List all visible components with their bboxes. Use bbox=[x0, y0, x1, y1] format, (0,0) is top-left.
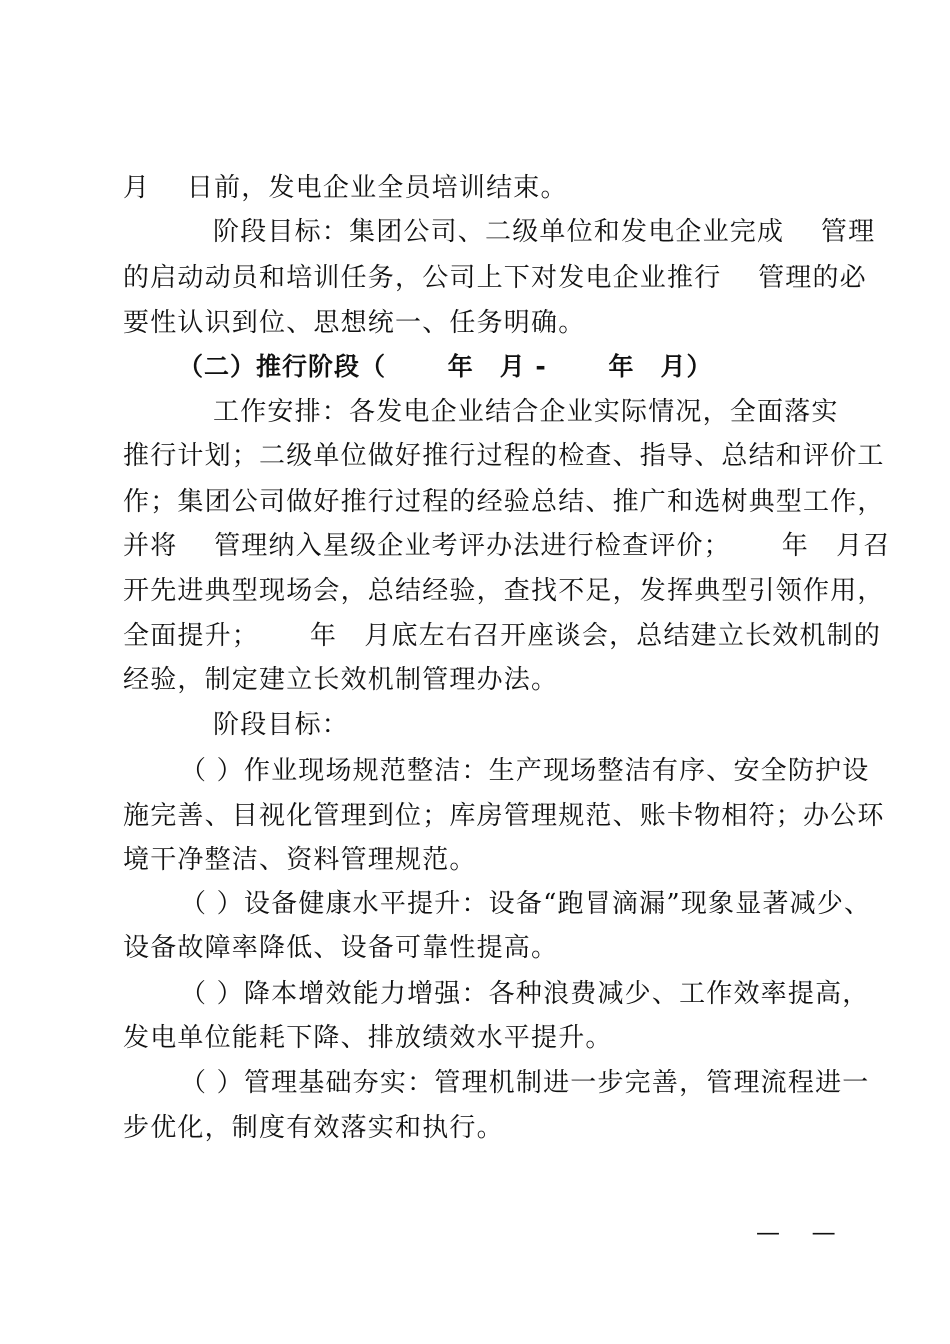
text-line: 要性认识到位、思想统一、任务明确。 bbox=[123, 308, 586, 338]
text-line: 工作安排：各发电企业结合企业实际情况，全面落实 bbox=[213, 397, 839, 427]
page-number-footer: — — bbox=[756, 1218, 836, 1246]
section-heading: （二）推行阶段（ 年 月 - 年 月） bbox=[178, 352, 713, 381]
text-line: 步优化，制度有效落实和执行。 bbox=[123, 1113, 504, 1143]
text-line: 开先进典型现场会，总结经验，查找不足，发挥典型引领作用， bbox=[123, 576, 885, 606]
text-line: 作；集团公司做好推行过程的经验总结、推广和选树典型工作， bbox=[123, 487, 885, 517]
text-line: 的启动动员和培训任务，公司上下对发电企业推行 管理的必 bbox=[123, 263, 867, 293]
text-line: 全面提升； 年 月底左右召开座谈会，总结建立长效机制的 bbox=[123, 621, 882, 651]
text-line: 发电单位能耗下降、排放绩效水平提升。 bbox=[123, 1023, 613, 1053]
text-line: 推行计划；二级单位做好推行过程的检查、指导、总结和评价工 bbox=[123, 441, 885, 471]
list-item: （ ）作业现场规范整洁：生产现场整洁有序、安全防护设 bbox=[180, 756, 870, 786]
text-line: 月 日前，发电企业全员培训结束。 bbox=[123, 173, 568, 203]
text-line: 境干净整洁、资料管理规范。 bbox=[123, 845, 477, 875]
list-item: （ ）管理基础夯实：管理机制进一步完善，管理流程进一 bbox=[180, 1068, 870, 1098]
list-item: （ ）设备健康水平提升：设备“跑冒滴漏”现象显著减少、 bbox=[180, 889, 872, 919]
text-line: 设备故障率降低、设备可靠性提高。 bbox=[123, 933, 559, 963]
text-line: 经验，制定建立长效机制管理办法。 bbox=[123, 665, 559, 695]
text-line: 施完善、目视化管理到位；库房管理规范、账卡物相符；办公环 bbox=[123, 801, 885, 831]
text-line: 阶段目标： bbox=[213, 710, 350, 740]
text-line: 阶段目标：集团公司、二级单位和发电企业完成 管理 bbox=[213, 217, 876, 247]
text-line: 并将 管理纳入星级企业考评办法进行检查评价； 年 月召 bbox=[123, 531, 891, 561]
list-item: （ ）降本增效能力增强：各种浪费减少、工作效率提高， bbox=[180, 979, 870, 1009]
